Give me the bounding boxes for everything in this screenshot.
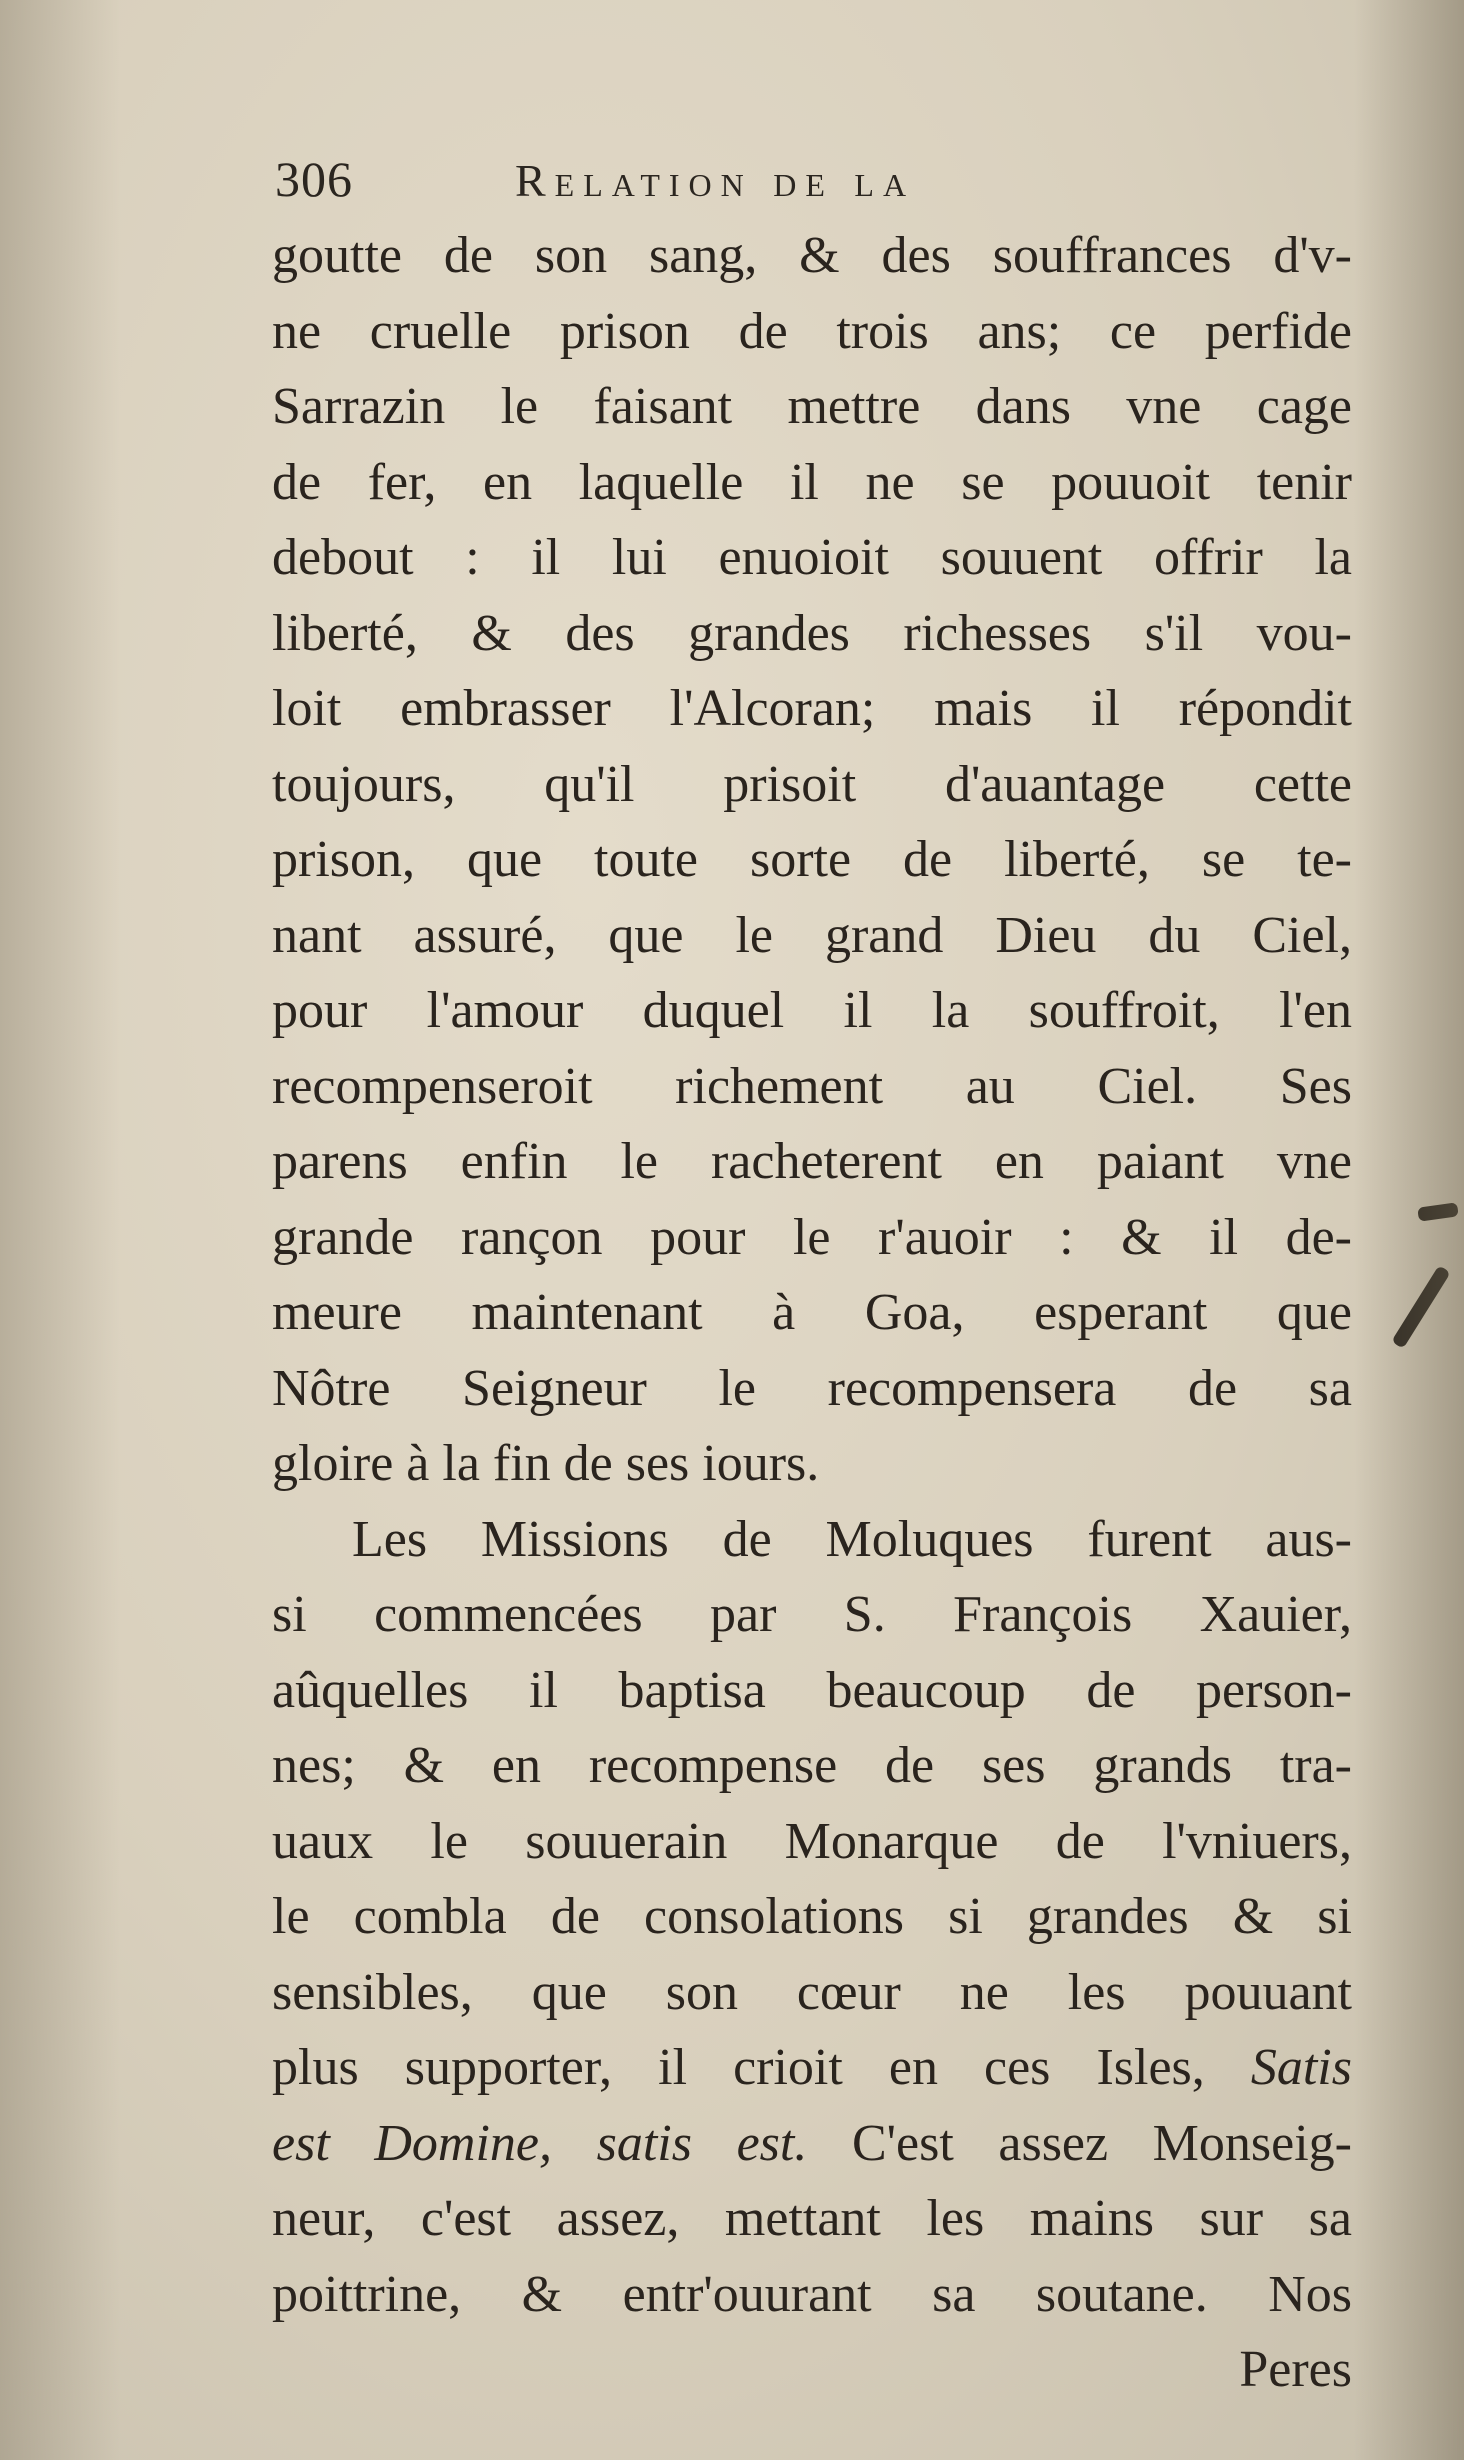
text-line: prison, que toute sorte de liberté, se te- [272, 831, 1352, 888]
paragraph-start-line: Les Missions de Moluques furent aus- [352, 1510, 1352, 1568]
text-line: le combla de consolations si grandes & si [272, 1888, 1352, 1945]
text-line: parens enfin le racheterent en paiant vne [272, 1133, 1352, 1190]
page-header [275, 150, 1175, 212]
text-line: Nôtre Seigneur le recompensera de sa [272, 1359, 1352, 1417]
text-line: ne cruelle prison de trois ans; ce perfide [272, 302, 1352, 360]
catchword: Peres [1239, 2341, 1352, 2398]
text-line: loit embrasser l'Alcoran; mais il répondit [272, 680, 1352, 737]
text-line: si commencées par S. François Xauier, [272, 1586, 1352, 1643]
text-line: sensibles, que son cœur ne les pouuant [272, 1963, 1352, 2021]
text-line-with-latin [272, 2106, 1352, 2182]
text-line: toujours, qu'il prisoit d'auantage cette [272, 755, 1352, 813]
text-line: recompenseroit richement au Ciel. Ses [272, 1057, 1352, 1115]
latin-phrase: Satis [1250, 2039, 1352, 2096]
text-line: pour l'amour duquel il la souffroit, l'en [272, 982, 1352, 1039]
paragraph-end-line: gloire à la fin de ses iours. [272, 1435, 820, 1492]
text-line: poittrine, & entr'ouurant sa soutane. Nos [272, 2265, 1352, 2323]
text-line: liberté, & des grandes richesses s'il vou- [272, 604, 1352, 662]
text-line: de fer, en laquelle il ne se pouuoit tenir [272, 453, 1352, 511]
text-line: nant assuré, que le grand Dieu du Ciel, [272, 906, 1352, 964]
text-line: aûquelles il baptisa beaucoup de person- [272, 1661, 1352, 1719]
text-segment: plus supporter, il crioit en ces Isles, [272, 2039, 1205, 2096]
text-line: grande rançon pour le r'auoir : & il de- [272, 1208, 1352, 1266]
text-line: uaux le souuerain Monarque de l'vniuers, [272, 1812, 1352, 1870]
body-text [272, 218, 1352, 2408]
text-line-with-latin [272, 2030, 1352, 2106]
text-line: nes; & en recompense de ses grands tra- [272, 1737, 1352, 1794]
text-line: meure maintenant à Goa, esperant que [272, 1284, 1352, 1341]
text-line: goutte de son sang, & des souffrances d'v- [272, 227, 1352, 284]
latin-phrase: est Domine, satis est. [272, 2114, 808, 2172]
ink-mark [1417, 1202, 1459, 1221]
running-head: Relation de la [515, 155, 916, 206]
text-line: neur, c'est assez, mettant les mains sur sa [272, 2190, 1352, 2247]
ink-mark [1391, 1265, 1451, 1349]
text-line: Sarrazin le faisant mettre dans vne cage [272, 378, 1352, 435]
text-segment: C'est assez Monseig- [851, 2114, 1353, 2172]
text-line: debout : il lui enuoioit souuent offrir la [272, 529, 1352, 586]
page-number: 306 [275, 151, 353, 207]
